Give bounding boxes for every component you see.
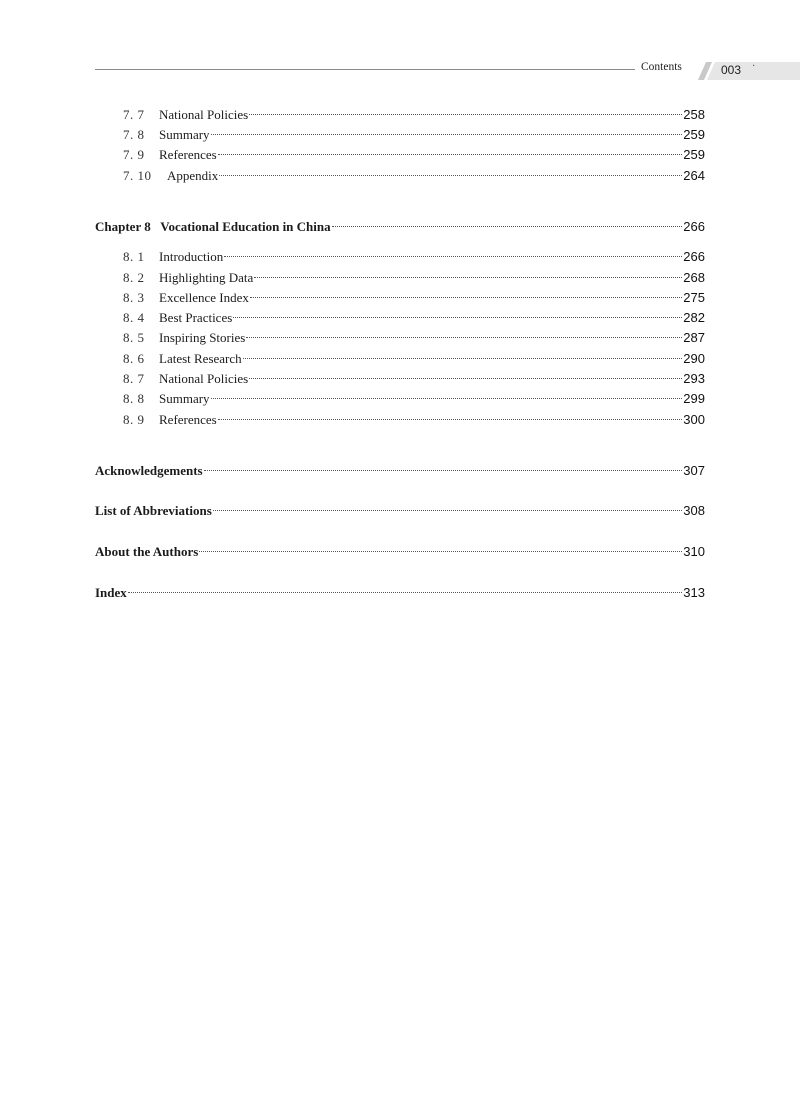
page-ref: 264 (683, 168, 705, 183)
section-number: 8. 8 (123, 391, 145, 406)
toc-entry-7-9[interactable] (95, 145, 705, 165)
page-ref: 287 (683, 330, 705, 345)
dot-leader (128, 592, 683, 593)
page-ref: 307 (683, 463, 705, 478)
chapter-title: Chapter 8 Vocational Education in China (95, 219, 331, 234)
section-title: Summary (159, 127, 210, 142)
dot-leader (243, 358, 683, 359)
toc-entry-7-10[interactable] (95, 166, 705, 186)
page-ref: 266 (683, 219, 705, 234)
page-ref: 275 (683, 290, 705, 305)
section-number: 7. 8 (123, 127, 145, 142)
section-number: 8. 6 (123, 351, 145, 366)
page-ref: 313 (683, 585, 705, 600)
dot-leader (332, 226, 683, 227)
page-ref: 266 (683, 249, 705, 264)
section-number: 8. 1 (123, 249, 145, 264)
section-number: 8. 5 (123, 330, 145, 345)
toc-entry-8-5[interactable] (95, 328, 705, 348)
dot-leader (254, 277, 682, 278)
dot-leader (204, 470, 683, 471)
page-ref: 300 (683, 412, 705, 427)
section-title: National Policies (159, 371, 249, 386)
header-section-label: Contents (641, 61, 682, 73)
page-ref: 259 (683, 147, 705, 162)
dot-leader (211, 134, 683, 135)
dot-leader (250, 297, 682, 298)
section-title: Best Practices (159, 310, 233, 325)
back-matter-title: List of Abbreviations (95, 503, 212, 518)
page-ref: 259 (683, 127, 705, 142)
section-title: References (159, 412, 217, 427)
section-title: Inspiring Stories (159, 330, 246, 345)
dot-leader (213, 510, 683, 511)
header-trailing-mark: · (752, 61, 756, 72)
toc-entry-7-8[interactable] (95, 125, 705, 145)
page-ref: 308 (683, 503, 705, 518)
toc-entry-8-9[interactable] (95, 410, 705, 430)
toc-entry-8-3[interactable] (95, 288, 705, 308)
section-title: Latest Research (159, 351, 242, 366)
dot-leader (218, 419, 683, 420)
section-number: 7. 9 (123, 147, 145, 162)
section-title: References (159, 147, 217, 162)
section-number: 7. 10 (123, 168, 152, 183)
toc-entry-8-6[interactable] (95, 349, 705, 369)
section-number: 8. 7 (123, 371, 145, 386)
section-number: 8. 3 (123, 290, 145, 305)
toc-acknowledgements[interactable] (95, 461, 705, 481)
section-number: 8. 9 (123, 412, 145, 427)
toc-about-the-authors[interactable] (95, 542, 705, 562)
dot-leader (218, 154, 683, 155)
page-ref: 299 (683, 391, 705, 406)
toc-entry-7-7[interactable] (95, 105, 705, 125)
page-ref: 282 (683, 310, 705, 325)
dot-leader (224, 256, 682, 257)
toc-entry-8-4[interactable] (95, 308, 705, 328)
dot-leader (249, 378, 682, 379)
back-matter-title: Index (95, 585, 127, 600)
toc-entry-8-7[interactable] (95, 369, 705, 389)
toc-entry-8-2[interactable] (95, 268, 705, 288)
section-title: Appendix (167, 168, 219, 183)
back-matter-title: Acknowledgements (95, 463, 203, 478)
page-ref: 310 (683, 544, 705, 559)
section-number: 7. 7 (123, 107, 145, 122)
toc-entry-8-1[interactable] (95, 247, 705, 267)
section-title: Excellence Index (159, 290, 249, 305)
page-ref: 293 (683, 371, 705, 386)
dot-leader (219, 175, 682, 176)
dot-leader (233, 317, 682, 318)
section-title: Introduction (159, 249, 224, 264)
section-title: Summary (159, 391, 210, 406)
dot-leader (199, 551, 682, 552)
section-title: Highlighting Data (159, 270, 254, 285)
page-ref: 258 (683, 107, 705, 122)
toc-chapter-8[interactable] (95, 217, 705, 237)
page-ref: 268 (683, 270, 705, 285)
page-number: 003 (720, 63, 742, 77)
section-title: National Policies (159, 107, 249, 122)
toc-index[interactable] (95, 583, 705, 603)
section-number: 8. 2 (123, 270, 145, 285)
page-ref: 290 (683, 351, 705, 366)
dot-leader (246, 337, 682, 338)
toc-entry-8-8[interactable] (95, 389, 705, 409)
back-matter-title: About the Authors (95, 544, 199, 559)
dot-leader (211, 398, 683, 399)
section-number: 8. 4 (123, 310, 145, 325)
toc-list-of-abbreviations[interactable] (95, 501, 705, 521)
dot-leader (249, 114, 682, 115)
